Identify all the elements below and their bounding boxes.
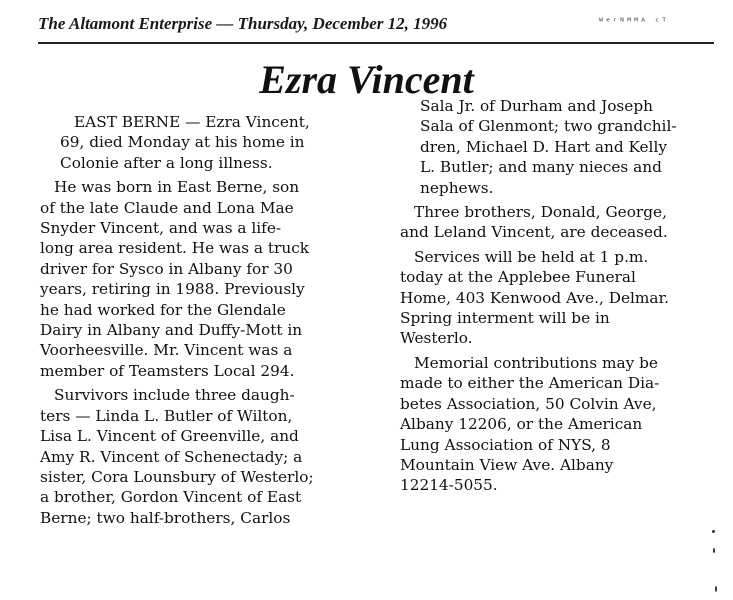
text-line: member of Teamsters Local 294.	[40, 361, 295, 380]
text-line: made to either the American Dia-	[400, 374, 660, 393]
text-line: Sala of Glenmont; two grandchil-	[420, 117, 677, 136]
text-line: Berne; two half-brothers, Carlos	[40, 508, 291, 527]
text-line: dren, Michael D. Hart and Kelly	[420, 137, 667, 156]
text-line: EAST BERNE — Ezra Vincent,	[74, 113, 310, 131]
text-line: Dairy in Albany and Duffy-Mott in	[40, 321, 303, 340]
text-line: driver for Sysco in Albany for 30	[40, 259, 293, 278]
text-line: ters — Linda L. Butler of Wilton,	[40, 406, 293, 425]
text-line: Services will be held at 1 p.m.	[414, 247, 649, 266]
text-line: of the late Claude and Lona Mae	[40, 198, 294, 217]
text-line: Lisa L. Vincent of Greenville, and	[40, 427, 299, 446]
paragraph	[40, 385, 366, 528]
text-line: today at the Applebee Funeral	[400, 268, 636, 287]
text-line: Three brothers, Donald, George,	[414, 203, 667, 222]
text-line: Lung Association of NYS, 8	[400, 435, 611, 454]
obituary-title: Ezra Vincent	[259, 57, 474, 102]
text-line: L. Butler; and many nieces and	[420, 158, 662, 177]
text-line: a brother, Gordon Vincent of East	[40, 488, 302, 507]
paragraph	[40, 112, 366, 173]
header-rule	[38, 42, 714, 44]
text-line: Mountain View Ave. Albany	[400, 455, 614, 474]
text-line: Memorial contributions may be	[414, 353, 658, 372]
text-line: Survivors include three daugh-	[54, 386, 295, 405]
text-line: Amy R. Vincent of Schenectady; a	[40, 447, 303, 466]
text-line: 69, died Monday at his home in	[60, 133, 305, 152]
header-print-artifact: ᵂᵉʳᴺᴹᴹᴬ ᶜᵀ	[598, 17, 669, 28]
text-line: Snyder Vincent, and was a life-	[40, 219, 282, 238]
text-line: Spring interment will be in	[400, 309, 610, 328]
text-line: sister, Cora Lounsbury of Westerlo;	[40, 467, 314, 486]
text-line: nephews.	[420, 178, 494, 197]
right-column	[400, 96, 720, 500]
text-line: Home, 403 Kenwood Ave., Delmar.	[400, 288, 670, 307]
text-line: Voorheesville. Mr. Vincent was a	[40, 341, 293, 360]
text-line: Westerlo.	[400, 329, 473, 348]
paragraph	[400, 202, 720, 243]
text-line: Colonie after a long illness.	[60, 153, 273, 172]
text-line: betes Association, 50 Colvin Ave,	[400, 394, 657, 413]
speck	[712, 530, 715, 533]
left-column	[40, 112, 366, 532]
paragraph	[40, 177, 366, 381]
text-line: he had worked for the Glendale	[40, 300, 286, 319]
text-line: and Leland Vincent, are deceased.	[400, 223, 668, 242]
speck	[715, 586, 717, 592]
text-line: years, retiring in 1988. Previously	[40, 280, 305, 299]
newspaper-header: The Altamont Enterprise — Thursday, December 12, 1996	[38, 14, 448, 33]
text-line: 12214-5055.	[400, 476, 498, 495]
text-line: long area resident. He was a truck	[40, 239, 310, 258]
speck	[713, 548, 715, 553]
text-line: Sala Jr. of Durham and Joseph	[420, 97, 653, 115]
paragraph	[400, 247, 720, 349]
text-line: He was born in East Berne, son	[54, 178, 300, 197]
paragraph	[400, 353, 720, 496]
text-line: Albany 12206, or the American	[400, 415, 643, 434]
paragraph	[400, 96, 720, 198]
